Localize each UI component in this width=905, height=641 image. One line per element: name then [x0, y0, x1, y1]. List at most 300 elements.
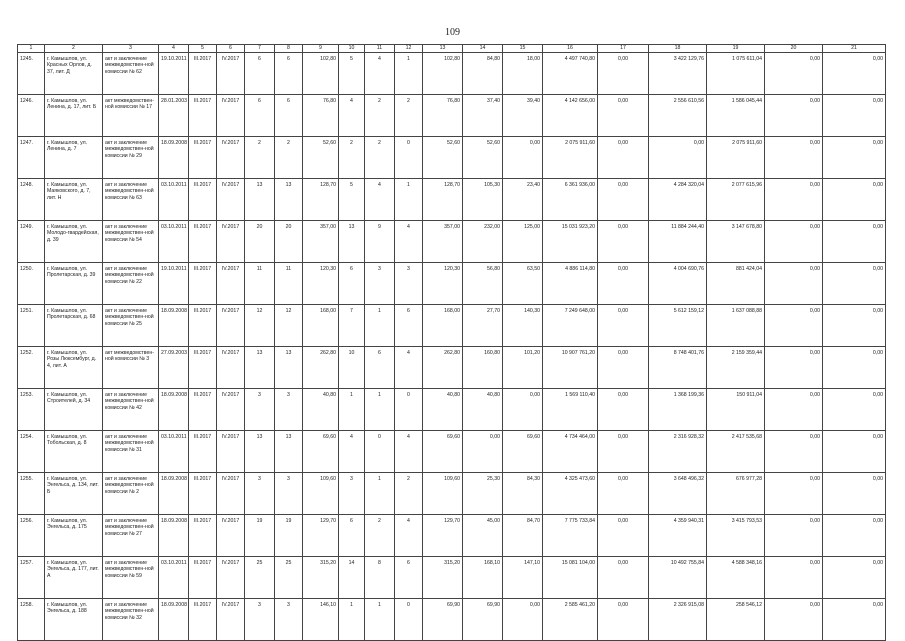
table-cell: 25	[245, 557, 275, 599]
table-cell: 0,00	[823, 305, 886, 347]
table-cell: 9	[365, 221, 395, 263]
table-cell: 1	[365, 389, 395, 431]
table-cell: акт и заключение межведомствен-ной комиссии № 32	[103, 599, 159, 641]
column-header: 5	[189, 45, 217, 53]
table-cell: 0,00	[765, 221, 823, 263]
table-cell: 4 004 690,76	[649, 263, 707, 305]
table-cell: 258 546,12	[707, 599, 765, 641]
column-header: 10	[339, 45, 365, 53]
table-cell: 0,00	[765, 389, 823, 431]
table-cell: 3 422 129,76	[649, 53, 707, 95]
table-cell: 0,00	[823, 557, 886, 599]
table-cell: 0,00	[765, 599, 823, 641]
table-row	[18, 557, 886, 599]
table-cell: 0,00	[598, 179, 649, 221]
table-cell: 2	[395, 473, 423, 515]
table-cell: 18.09.2008	[159, 515, 189, 557]
table-cell: 18.09.2008	[159, 137, 189, 179]
column-header: 2	[45, 45, 103, 53]
table-cell: 03.10.2011	[159, 179, 189, 221]
table-cell: 56,80	[463, 263, 503, 305]
table-cell: IV.2017	[217, 179, 245, 221]
table-cell: г. Камышлов, ул. Строителей, д. 34	[45, 389, 103, 431]
column-header: 15	[503, 45, 543, 53]
table-cell: 0,00	[598, 515, 649, 557]
table-cell: акт и заключение межведомствен-ной комиссии № 2	[103, 473, 159, 515]
table-cell: 129,70	[303, 515, 339, 557]
table-cell: 1	[339, 599, 365, 641]
table-cell: 5	[339, 179, 365, 221]
table-cell: 1256.	[18, 515, 45, 557]
table-row	[18, 137, 886, 179]
table-cell: 4 588 348,16	[707, 557, 765, 599]
table-cell: 3	[275, 389, 303, 431]
table-cell: 1257.	[18, 557, 45, 599]
table-cell: 0,00	[598, 95, 649, 137]
table-cell: акт и заключение межведомствен-ной комиссии № 31	[103, 431, 159, 473]
table-cell: 4	[395, 347, 423, 389]
table-cell: 03.10.2011	[159, 431, 189, 473]
table-row	[18, 53, 886, 95]
table-cell: 0,00	[598, 599, 649, 641]
column-header: 9	[303, 45, 339, 53]
table-cell: 6	[395, 557, 423, 599]
table-cell: 11	[245, 263, 275, 305]
table-cell: 2 585 461,20	[543, 599, 598, 641]
table-cell: 11 884 244,40	[649, 221, 707, 263]
table-cell: 0,00	[823, 95, 886, 137]
table-cell: 4	[339, 431, 365, 473]
table-cell: 11	[275, 263, 303, 305]
column-header: 18	[649, 45, 707, 53]
table-cell: 20	[275, 221, 303, 263]
table-cell: 1 586 045,44	[707, 95, 765, 137]
table-cell: акт и заключение межведомствен-ной комиссии № 27	[103, 515, 159, 557]
table-cell: 160,80	[463, 347, 503, 389]
page-number: 109	[445, 27, 460, 38]
table-cell: 13	[245, 431, 275, 473]
table-cell: 7 249 648,00	[543, 305, 598, 347]
table-cell: 0,00	[463, 431, 503, 473]
table-row	[18, 95, 886, 137]
table-cell: 168,00	[303, 305, 339, 347]
table-cell: III.2017	[189, 515, 217, 557]
table-cell: 3	[365, 263, 395, 305]
table-cell: 2 556 610,56	[649, 95, 707, 137]
table-cell: 129,70	[423, 515, 463, 557]
table-cell: 52,60	[463, 137, 503, 179]
table-cell: 146,10	[303, 599, 339, 641]
table-cell: 0,00	[503, 599, 543, 641]
table-cell: 2 075 911,60	[707, 137, 765, 179]
table-cell: г. Камышлов, ул. Энгельса, д. 177, лит. А	[45, 557, 103, 599]
table-cell: 19	[275, 515, 303, 557]
table-cell: 1 569 110,40	[543, 389, 598, 431]
table-cell: 18,00	[503, 53, 543, 95]
table-cell: IV.2017	[217, 263, 245, 305]
table-cell: 69,60	[303, 431, 339, 473]
table-cell: акт межведомствен-ной комиссии № 3	[103, 347, 159, 389]
table-cell: 168,10	[463, 557, 503, 599]
table-cell: 0,00	[823, 473, 886, 515]
table-cell: 6	[365, 347, 395, 389]
table-cell: г. Камышлов, ул. Пролетарская, д. 68	[45, 305, 103, 347]
table-cell: 0,00	[598, 347, 649, 389]
table-cell: 105,30	[463, 179, 503, 221]
table-cell: 0,00	[598, 473, 649, 515]
column-header: 3	[103, 45, 159, 53]
table-cell: 232,00	[463, 221, 503, 263]
table-row	[18, 179, 886, 221]
table-cell: 6	[275, 95, 303, 137]
table-row	[18, 515, 886, 557]
table-cell: 0,00	[503, 389, 543, 431]
table-cell: 128,70	[423, 179, 463, 221]
table-cell: 25,30	[463, 473, 503, 515]
table-cell: акт межведомствен-ной комиссии № 17	[103, 95, 159, 137]
table-cell: 37,40	[463, 95, 503, 137]
column-header: 8	[275, 45, 303, 53]
column-header: 16	[543, 45, 598, 53]
table-cell: 0,00	[598, 431, 649, 473]
table-cell: акт и заключение межведомствен-ной комиссии № 42	[103, 389, 159, 431]
table-cell: 40,80	[463, 389, 503, 431]
table-cell: 0,00	[649, 137, 707, 179]
table-row	[18, 263, 886, 305]
table-cell: III.2017	[189, 305, 217, 347]
table-cell: 5	[339, 53, 365, 95]
table-cell: 4 886 114,80	[543, 263, 598, 305]
table-cell: 0,00	[503, 137, 543, 179]
table-cell: 4	[395, 515, 423, 557]
table-cell: 0,00	[598, 137, 649, 179]
table-cell: 84,30	[503, 473, 543, 515]
table-cell: 676 977,28	[707, 473, 765, 515]
table-cell: 69,60	[423, 431, 463, 473]
table-cell: 262,80	[423, 347, 463, 389]
table-cell: 1248.	[18, 179, 45, 221]
table-cell: 84,80	[463, 53, 503, 95]
table-cell: 20	[245, 221, 275, 263]
table-cell: 2	[365, 137, 395, 179]
table-cell: III.2017	[189, 263, 217, 305]
table-cell: 0,00	[765, 557, 823, 599]
table-cell: III.2017	[189, 473, 217, 515]
table-cell: 140,30	[503, 305, 543, 347]
table-cell: 0,00	[598, 221, 649, 263]
table-row	[18, 347, 886, 389]
column-header: 7	[245, 45, 275, 53]
table-cell: 4 497 740,80	[543, 53, 598, 95]
table-cell: акт и заключение межведомствен-ной комиссии № 25	[103, 305, 159, 347]
table-cell: 3	[395, 263, 423, 305]
table-cell: 27.09.2003	[159, 347, 189, 389]
table-cell: 125,00	[503, 221, 543, 263]
table-cell: акт и заключение межведомствен-ной комиссии № 59	[103, 557, 159, 599]
table-row	[18, 305, 886, 347]
column-header: 12	[395, 45, 423, 53]
table-cell: 1253.	[18, 389, 45, 431]
table-cell: 2	[339, 137, 365, 179]
table-cell: 4	[365, 53, 395, 95]
table-cell: 150 911,04	[707, 389, 765, 431]
table-cell: 03.10.2011	[159, 221, 189, 263]
table-cell: III.2017	[189, 95, 217, 137]
table-cell: 1 075 611,04	[707, 53, 765, 95]
table-row	[18, 431, 886, 473]
table-cell: 120,30	[303, 263, 339, 305]
table-cell: III.2017	[189, 179, 217, 221]
table-cell: г. Камышлов, ул. Энгельса, д. 134, лит. Б	[45, 473, 103, 515]
table-cell: 69,90	[423, 599, 463, 641]
table-cell: 4 359 940,31	[649, 515, 707, 557]
table-cell: 3	[245, 599, 275, 641]
table-cell: 76,80	[303, 95, 339, 137]
table-cell: 6	[395, 305, 423, 347]
table-cell: 1249.	[18, 221, 45, 263]
table-cell: г. Камышлов, ул. Энгельса, д. 175	[45, 515, 103, 557]
table-cell: 13	[275, 179, 303, 221]
table-cell: IV.2017	[217, 95, 245, 137]
table-cell: акт и заключение межведомствен-ной комиссии № 54	[103, 221, 159, 263]
housing-registry-table	[17, 44, 886, 641]
table-cell: 0,00	[598, 53, 649, 95]
table-cell: 10 492 755,84	[649, 557, 707, 599]
table-cell: 2	[245, 137, 275, 179]
column-header: 14	[463, 45, 503, 53]
table-cell: 1	[365, 599, 395, 641]
table-cell: 357,00	[423, 221, 463, 263]
column-header: 19	[707, 45, 765, 53]
table-cell: 0,00	[823, 389, 886, 431]
table-cell: 69,60	[503, 431, 543, 473]
table-cell: 128,70	[303, 179, 339, 221]
table-cell: г. Камышлов, ул. Ленина, д. 7	[45, 137, 103, 179]
table-cell: 15 031 923,20	[543, 221, 598, 263]
column-header: 11	[365, 45, 395, 53]
column-header: 17	[598, 45, 649, 53]
table-cell: 19	[245, 515, 275, 557]
table-cell: 0,00	[765, 95, 823, 137]
table-cell: III.2017	[189, 431, 217, 473]
table-cell: 2 077 615,96	[707, 179, 765, 221]
table-cell: 147,10	[503, 557, 543, 599]
table-cell: 4 284 320,04	[649, 179, 707, 221]
table-cell: акт и заключение межведомствен-ной комиссии № 22	[103, 263, 159, 305]
table-cell: IV.2017	[217, 53, 245, 95]
table-cell: 1245.	[18, 53, 45, 95]
table-cell: III.2017	[189, 347, 217, 389]
table-cell: 52,60	[423, 137, 463, 179]
table-cell: 4 734 464,00	[543, 431, 598, 473]
table-row	[18, 221, 886, 263]
table-cell: 19.10.2011	[159, 53, 189, 95]
table-cell: 0,00	[598, 389, 649, 431]
table-cell: 1 368 199,36	[649, 389, 707, 431]
table-cell: 0,00	[765, 347, 823, 389]
table-cell: 10	[339, 347, 365, 389]
table-cell: IV.2017	[217, 347, 245, 389]
table-cell: 4	[395, 431, 423, 473]
table-cell: 0,00	[765, 473, 823, 515]
table-cell: 12	[275, 305, 303, 347]
table-cell: III.2017	[189, 599, 217, 641]
table-cell: 4	[395, 221, 423, 263]
column-header: 21	[823, 45, 886, 53]
table-cell: 2	[395, 95, 423, 137]
table-cell: IV.2017	[217, 431, 245, 473]
column-header: 4	[159, 45, 189, 53]
table-cell: 63,50	[503, 263, 543, 305]
table-cell: 1	[339, 389, 365, 431]
table-cell: III.2017	[189, 389, 217, 431]
table-cell: IV.2017	[217, 305, 245, 347]
table-cell: 45,00	[463, 515, 503, 557]
table-cell: 23,40	[503, 179, 543, 221]
table-cell: 3	[339, 473, 365, 515]
table-cell: IV.2017	[217, 515, 245, 557]
table-cell: г. Камышлов, ул. Красных Орлов, д. 37, лит. Д	[45, 53, 103, 95]
table-cell: IV.2017	[217, 221, 245, 263]
table-cell: 1258.	[18, 599, 45, 641]
table-cell: г. Камышлов, ул. Энгельса, д. 188	[45, 599, 103, 641]
table-cell: IV.2017	[217, 137, 245, 179]
table-cell: 2 326 915,08	[649, 599, 707, 641]
table-row	[18, 599, 886, 641]
table-cell: 0,00	[765, 137, 823, 179]
table-cell: 6	[275, 53, 303, 95]
table-cell: г. Камышлов, ул. Розы Люксембург, д. 4, лит. А	[45, 347, 103, 389]
table-cell: г. Камышлов, ул. Маяковского, д. 7, лит. Н	[45, 179, 103, 221]
table-cell: 3	[245, 473, 275, 515]
table-cell: 4	[365, 179, 395, 221]
table-cell: 102,80	[303, 53, 339, 95]
table-cell: IV.2017	[217, 557, 245, 599]
table-cell: 6 361 936,00	[543, 179, 598, 221]
table-cell: 6	[245, 95, 275, 137]
column-header: 13	[423, 45, 463, 53]
table-cell: 1	[395, 53, 423, 95]
table-cell: 5 612 159,12	[649, 305, 707, 347]
table-cell: акт и заключение межведомствен-ной комиссии № 29	[103, 137, 159, 179]
table-cell: 40,80	[423, 389, 463, 431]
table-cell: 1	[365, 305, 395, 347]
table-cell: 0,00	[765, 431, 823, 473]
table-cell: 13	[245, 347, 275, 389]
table-cell: 1	[395, 179, 423, 221]
table-cell: г. Камышлов, ул. Ленина, д. 17, лит. Б	[45, 95, 103, 137]
table-cell: 262,80	[303, 347, 339, 389]
table-cell: 1250.	[18, 263, 45, 305]
table-cell: 4 142 656,00	[543, 95, 598, 137]
table-cell: 315,20	[423, 557, 463, 599]
table-cell: 101,20	[503, 347, 543, 389]
table-cell: 28.01.2003	[159, 95, 189, 137]
table-cell: 4	[339, 95, 365, 137]
table-cell: IV.2017	[217, 389, 245, 431]
table-cell: 120,30	[423, 263, 463, 305]
table-cell: IV.2017	[217, 599, 245, 641]
table-cell: 6	[339, 515, 365, 557]
table-cell: 3 415 793,53	[707, 515, 765, 557]
table-cell: 7 775 733,84	[543, 515, 598, 557]
table-cell: акт и заключение межведомствен-ной комиссии № 62	[103, 53, 159, 95]
table-cell: 0,00	[765, 53, 823, 95]
table-cell: 1252.	[18, 347, 45, 389]
table-cell: 13	[339, 221, 365, 263]
table-cell: 0,00	[598, 305, 649, 347]
table-cell: 0,00	[823, 599, 886, 641]
table-cell: 10 907 761,20	[543, 347, 598, 389]
table-cell: 0	[365, 431, 395, 473]
table-cell: 357,00	[303, 221, 339, 263]
table-cell: 1 637 088,88	[707, 305, 765, 347]
table-body	[18, 53, 886, 641]
table-cell: 13	[275, 347, 303, 389]
table-row	[18, 389, 886, 431]
table-cell: 76,80	[423, 95, 463, 137]
table-cell: акт и заключение межведомствен-ной комиссии № 63	[103, 179, 159, 221]
table-cell: III.2017	[189, 557, 217, 599]
table-cell: 1255.	[18, 473, 45, 515]
table-cell: 03.10.2011	[159, 557, 189, 599]
table-cell: 14	[339, 557, 365, 599]
table-cell: 6	[339, 263, 365, 305]
table-cell: 8 748 401,76	[649, 347, 707, 389]
table-cell: 40,80	[303, 389, 339, 431]
table-cell: 18.09.2008	[159, 473, 189, 515]
table-cell: 1	[365, 473, 395, 515]
table-cell: 0,00	[598, 263, 649, 305]
table-cell: 27,70	[463, 305, 503, 347]
table-cell: 19.10.2011	[159, 263, 189, 305]
table-cell: III.2017	[189, 221, 217, 263]
table-cell: 3	[275, 473, 303, 515]
table-cell: III.2017	[189, 53, 217, 95]
column-header: 1	[18, 45, 45, 53]
table-cell: 2	[365, 95, 395, 137]
table-cell: 0,00	[598, 557, 649, 599]
table-cell: 0,00	[823, 53, 886, 95]
table-cell: 0,00	[823, 137, 886, 179]
table-cell: III.2017	[189, 137, 217, 179]
column-header: 6	[217, 45, 245, 53]
table-cell: 2 159 359,44	[707, 347, 765, 389]
table-cell: г. Камышлов, ул. Молодо-гвардейская, д. 39	[45, 221, 103, 263]
table-cell: г. Камышлов, ул. Пролетарская, д. 39	[45, 263, 103, 305]
table-cell: 0,00	[823, 431, 886, 473]
table-cell: 3	[245, 389, 275, 431]
table-cell: 1254.	[18, 431, 45, 473]
table-cell: 0	[395, 599, 423, 641]
table-cell: 109,60	[303, 473, 339, 515]
table-cell: 0,00	[823, 263, 886, 305]
table-cell: 0,00	[765, 263, 823, 305]
table-cell: 0	[395, 389, 423, 431]
table-cell: 69,90	[463, 599, 503, 641]
table-cell: 12	[245, 305, 275, 347]
table-cell: 109,60	[423, 473, 463, 515]
table-cell: 315,20	[303, 557, 339, 599]
table-cell: 52,60	[303, 137, 339, 179]
table-cell: 13	[275, 431, 303, 473]
table-cell: 1251.	[18, 305, 45, 347]
table-cell: 2	[275, 137, 303, 179]
table-cell: 39,40	[503, 95, 543, 137]
table-cell: 8	[365, 557, 395, 599]
table-cell: 18.09.2008	[159, 599, 189, 641]
table-row	[18, 473, 886, 515]
